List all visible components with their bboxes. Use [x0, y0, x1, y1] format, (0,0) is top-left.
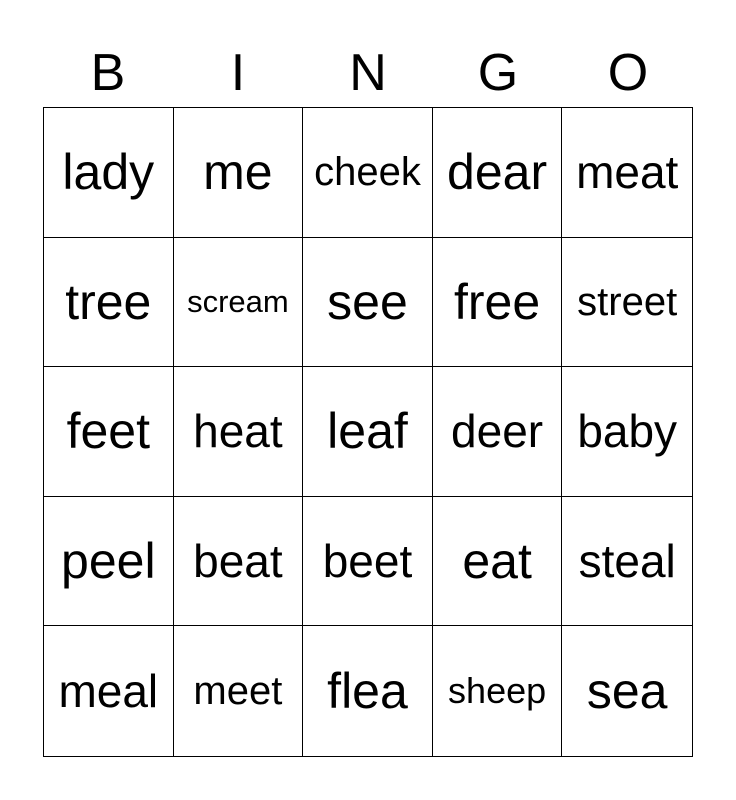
bingo-cell[interactable]: peel [44, 497, 174, 627]
bingo-cell[interactable]: street [562, 238, 692, 368]
bingo-cell[interactable]: heat [174, 367, 304, 497]
bingo-cell[interactable]: feet [44, 367, 174, 497]
header-letter-g: G [477, 44, 519, 102]
bingo-cell[interactable]: me [174, 108, 304, 238]
bingo-cell[interactable]: leaf [303, 367, 433, 497]
bingo-header [43, 40, 693, 106]
header-letter-b: B [90, 44, 126, 102]
bingo-cell[interactable]: scream [174, 238, 304, 368]
bingo-cell[interactable]: cheek [303, 108, 433, 238]
bingo-cell[interactable]: meal [44, 626, 174, 756]
bingo-board [43, 107, 693, 757]
bingo-cell[interactable]: steal [562, 497, 692, 627]
bingo-cell[interactable]: flea [303, 626, 433, 756]
bingo-cell[interactable]: sea [586, 663, 668, 720]
header-letter-o: O [607, 44, 649, 102]
bingo-cell[interactable]: deer [433, 367, 563, 497]
bingo-cell[interactable]: tree [44, 238, 174, 368]
bingo-cell[interactable]: lady [44, 108, 174, 238]
bingo-cell[interactable]: meat [562, 108, 692, 238]
bingo-cell[interactable]: beat [174, 497, 304, 627]
bingo-cell[interactable]: dear [433, 108, 563, 238]
header-letter-n: N [349, 44, 387, 102]
header-letter-i: I [230, 44, 246, 102]
bingo-cell[interactable]: beet [303, 497, 433, 627]
bingo-cell[interactable]: baby [562, 367, 692, 497]
bingo-cell[interactable]: eat [433, 497, 563, 627]
bingo-cell[interactable]: free [433, 238, 563, 368]
bingo-cell[interactable]: sheep [433, 626, 563, 756]
bingo-cell[interactable]: see [303, 238, 433, 368]
bingo-cell[interactable]: meet [174, 626, 304, 756]
